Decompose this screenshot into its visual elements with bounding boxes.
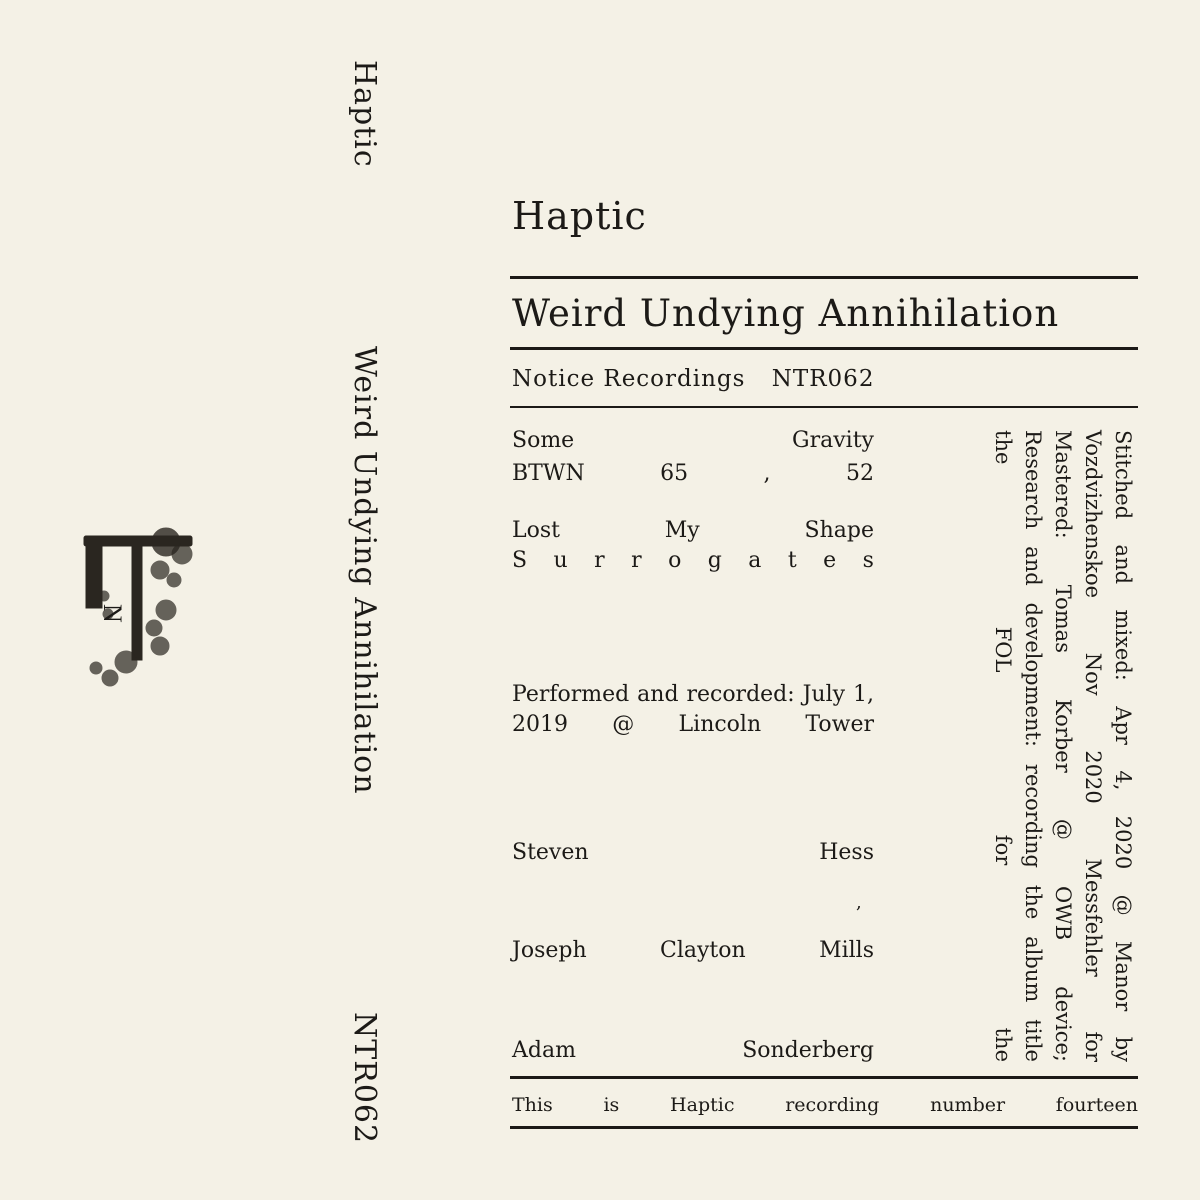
divider-footer-top xyxy=(510,1076,1138,1079)
spine-catalog: NTR062 xyxy=(347,1012,382,1145)
spine-album: Weird Undying Annihilation xyxy=(347,346,382,795)
production-notes xyxy=(988,430,1138,1062)
footer-word: fourteen xyxy=(1055,1094,1138,1116)
spine-artist: Haptic xyxy=(347,60,382,168)
separator-mark: , xyxy=(856,892,862,913)
performer-row xyxy=(512,1040,874,1062)
performer-word: Adam xyxy=(512,1038,576,1063)
footer-word: is xyxy=(603,1094,620,1116)
divider-top xyxy=(510,276,1138,279)
track-row xyxy=(512,463,874,485)
track-word: Some xyxy=(512,428,575,453)
track-letter: S xyxy=(512,548,528,573)
track-word: 52 xyxy=(845,461,874,486)
logo-glyph: N xyxy=(98,604,127,623)
track-letter: e xyxy=(823,548,837,573)
track-letter: u xyxy=(553,548,568,573)
performer-word: Mills xyxy=(819,938,874,963)
track-letter: o xyxy=(668,548,682,573)
track-letter: r xyxy=(631,548,642,573)
footer-word: recording xyxy=(785,1094,880,1116)
performer-word: Sonderberg xyxy=(742,1038,874,1063)
footer-word: This xyxy=(512,1094,553,1116)
performer-word: Joseph xyxy=(512,938,587,963)
footer-line xyxy=(512,1094,1138,1116)
track-row xyxy=(512,430,874,452)
divider-footer-bottom xyxy=(510,1126,1138,1129)
track-word: My xyxy=(664,518,700,543)
recording-credits: Performed and recorded: July 1, 2019 @ Lincoln Tower xyxy=(512,682,874,737)
track-letter: a xyxy=(748,548,762,573)
divider-album xyxy=(510,347,1138,350)
performer-word: Clayton xyxy=(660,938,746,963)
track-word: Shape xyxy=(804,518,874,543)
track-row xyxy=(512,550,874,572)
performer-row xyxy=(512,842,874,864)
track-word: , xyxy=(763,461,771,486)
track-row xyxy=(512,520,874,542)
cover-artist: Haptic xyxy=(512,194,647,238)
notes-column: Stitched and mixed: Apr 4, 2020 @ Manor by xyxy=(1111,430,1135,1062)
footer-word: Haptic xyxy=(670,1094,735,1116)
track-letter: r xyxy=(594,548,605,573)
divider-label xyxy=(510,406,1138,408)
notes-column: Mastered: Tomas Korber @ OWB device; xyxy=(1051,430,1075,1062)
track-word: Gravity xyxy=(792,428,874,453)
track-letter: g xyxy=(707,548,722,573)
track-letter: t xyxy=(787,548,797,573)
track-word: 65 xyxy=(660,461,689,486)
label-line xyxy=(512,366,892,392)
notes-column: Research and development: recording the album title xyxy=(1021,430,1045,1062)
catalog-number: NTR062 xyxy=(771,366,875,392)
performer-word: Steven xyxy=(512,840,589,865)
track-letter: s xyxy=(862,548,874,573)
performer-row xyxy=(512,940,874,962)
footer-word: number xyxy=(930,1094,1006,1116)
label-name: Notice Recordings xyxy=(512,366,746,392)
notes-column: Vozdvizhenskoe Nov 2020 Messfehler for xyxy=(1081,430,1105,1062)
track-word: Lost xyxy=(512,518,560,543)
notes-column: the FOL for the xyxy=(991,430,1015,1062)
performer-word: Hess xyxy=(819,840,874,865)
track-word: BTWN xyxy=(512,461,585,486)
tree-logo-icon xyxy=(74,518,204,688)
cover-album: Weird Undying Annihilation xyxy=(512,292,1060,335)
